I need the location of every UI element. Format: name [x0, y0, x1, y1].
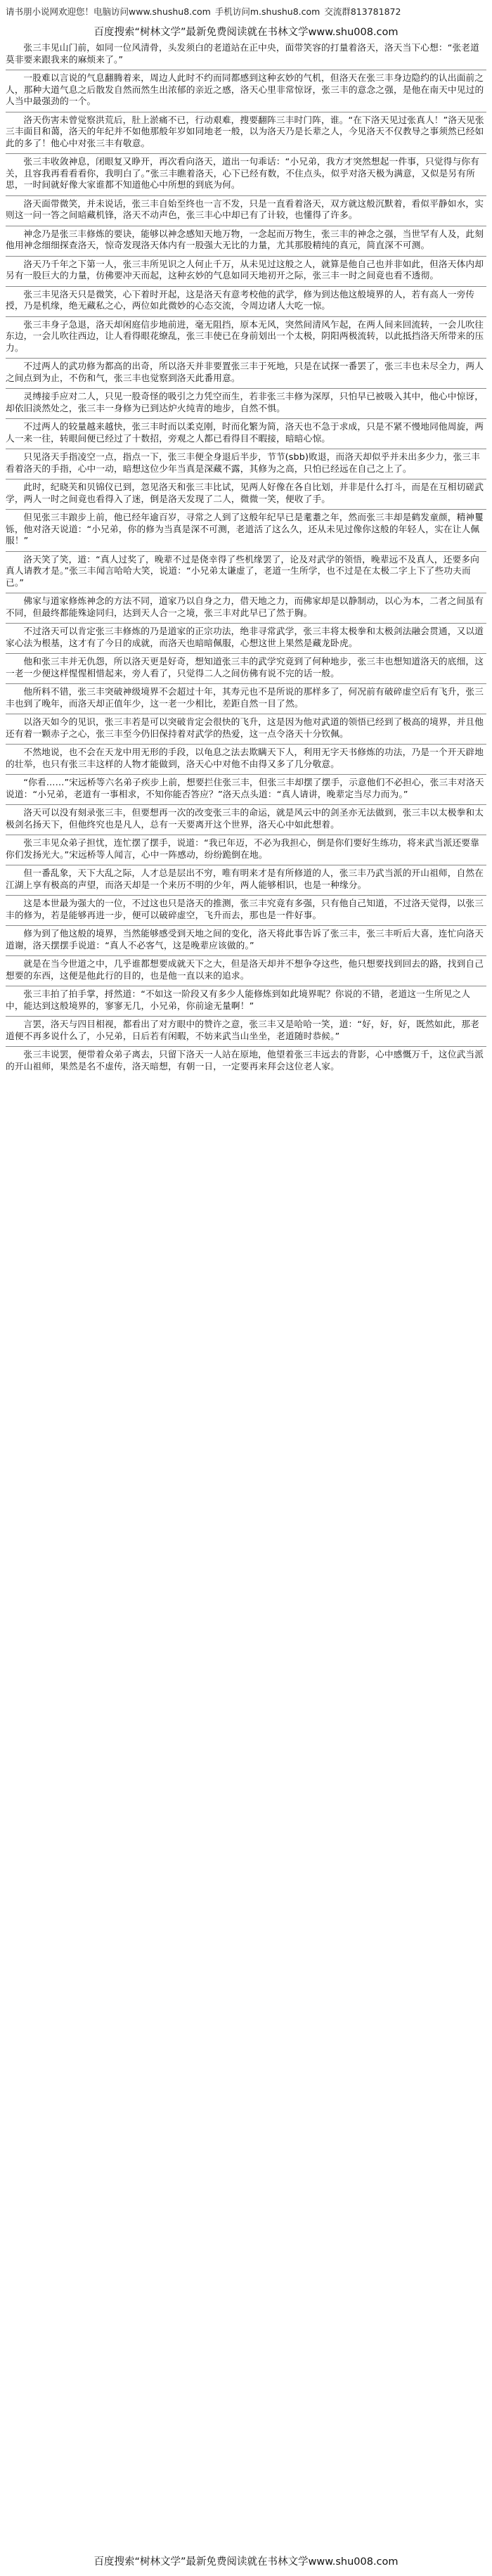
paragraph: 修为到了他这般的境界，当然能够感受到天地之间的变化，洛天将此事告诉了张三丰，张三丰听后大喜，连忙向洛天道谢，洛天摆摆手说道：“真人不必客气，这是晚辈应该做的。”	[6, 928, 486, 956]
paragraph: 他和张三丰并无仇怨，所以洛天更是好奇，想知道张三丰的武学究竟到了何种地步，张三丰也想知道洛天的底细，这一老一少便这样惺惺相惜起来，旁人看了，只觉得二人之间仿佛有说不完的话一般。	[6, 656, 486, 684]
promo-computer-link[interactable]: 电脑访问www.shushu8.com	[93, 6, 211, 17]
paragraph: 就是在当今世道之中，几乎谁都想要成就天下之大，但是洛天却并不想争夺这些，他只想要找到回去的路，找到自己想要的东西，这便是他此行的目的，也是他一直以来的追求。	[6, 958, 486, 986]
paragraph: 言罢，洛天与四目相视，都看出了对方眼中的赞许之意，张三丰又是哈哈一笑，道：“好，好，好，既然如此，那老道便不再多说什么了，小兄弟，日后若有闲暇，不妨来武当山坐坐，老道随时恭候。”	[6, 1019, 486, 1047]
top-banner: 百度搜索“树林文学”最新免费阅读就在书林文学www.shu008.com	[93, 27, 399, 38]
paragraph: 张三丰收敛神息，闭眼复又睁开，再次看向洛天，道出一句乖话：“小兄弟，我方才突然想起一件事，只觉得与你有关，且容我再看看看你，我明白了。”张三丰瞧着洛天，心下已经有数，不住点头，似乎对洛天极为满意，又似是另有所思，一时间就好像大家谁都不知道他心中所想的到底为何。	[6, 156, 486, 196]
paragraph: 不过洛天可以肯定张三丰修炼的乃是道家的正宗功法，绝非寻常武学，张三丰将太极拳和太极剑法融会贯通，又以道家心法为根基，这才有了今日的成就，而洛天也暗暗佩服，心想这世上果然是藏龙卧虎。	[6, 626, 486, 654]
site-promo-bar	[6, 0, 486, 24]
paragraph: 这是本世最为强大的一位，不过这也只是洛天的推测，张三丰究竟有多强，只有他自己知道，不过洛天觉得，以张三丰的修为，若是能够再进一步，便可以破碎虚空，飞升而去，那也是一件好事。	[6, 898, 486, 926]
paragraph: 灵缚接手应对二人，只见一股奇怪的吸引之力凭空而生，若非张三丰修为深厚，只怕早已被吸入其中，他心中惊讶，却依旧淡然处之，张三丰一身修为已到达炉火纯青的地步，自然不惧。	[6, 391, 486, 419]
paragraph: 不过两人的较量越来越快，张三丰时而以柔克刚，时而化繁为简，洛天也不急于求成，只是不紧不慢地同他周旋，两人一来一往，转眼间便已经过了十数招，旁观之人都已看得目不暇接，暗暗心惊。	[6, 421, 486, 449]
bottom-banner: 百度搜索“树林文学”最新免费阅读就在书林文学www.shu008.com	[93, 2556, 399, 2568]
paragraph: 洛天面带微笑，并未说话，张三丰自始至终也一言不发，只是一直看着洛天，双方就这般沉默着，看似平静如水，实则这一问一答之间暗藏机锋，洛天不动声色，张三丰心中却已有了计较，也懂得了许多。	[6, 198, 486, 226]
paragraph: 佛家与道家修炼神念的方法不同，道家乃以自身之力，借天地之力，而佛家却是以静制动，以心为本，二者之间虽有不同，但最终都能殊途同归，达到天人合一之境，张三丰对此早已了然于胸。	[6, 595, 486, 624]
paragraph: 不过两人的武功修为都高的出奇，所以洛天并非要置张三丰于死地，只是在试探一番罢了，张三丰也未尽全力，两人之间点到为止，不伤和气，张三丰也觉察到洛天此番用意。	[6, 361, 486, 389]
paragraph: 张三丰见众弟子担忧，连忙摆了摆手，说道：“我已年迈，不必为我担心，倒是你们要好生练功，将来武当派还要靠你们发扬光大。”宋远桥等人闻言，心中一阵感动，纷纷跪倒在地。	[6, 837, 486, 865]
paragraph: 但见张三丰踉步上前，他已经年逾百岁，寻常之人到了这般年纪早已是耄耋之年，然而张三丰却是鹤发童颜，精神矍铄，他对洛天说道：“小兄弟，你的修为当真是深不可测，老道活了这么久，还从未见过像你这般的年轻人，实在让人佩服！”	[6, 512, 486, 552]
paragraph: 张三丰身子急退，洛天却闲庭信步地前进，毫无阻挡，原本无风，突然间清风乍起，在两人间来回流转，一会儿吹往东边，一会儿吹往西边，让人看得眼花缭乱，张三丰使已在身前划出一个太极，阴阳两极流转，以此抵挡洛天所带来的压力。	[6, 319, 486, 359]
paragraph: 但一番乱象，天下大乱之际，人才总是层出不穷，唯有明来才是有所修道的人，张三丰乃武当派的开山祖师，自然在江湖上享有极高的声望，而洛天却是一个来历不明的少年，两人能够相识，也是一种缘分。	[6, 868, 486, 896]
paragraph: 张三丰说罢，便带着众弟子离去，只留下洛天一人站在原地，他望着张三丰远去的背影，心中感慨万千，这位武当派的开山祖师，果然是名不虚传，洛天暗想，有朝一日，一定要再来拜会这位老人家。	[6, 1049, 484, 1071]
paragraph: 洛天笑了笑，道：“真人过奖了，晚辈不过是侥幸得了些机缘罢了，论及对武学的领悟，晚辈远不及真人，还要多向真人请教才是。”张三丰闻言哈哈大笑，说道：“小兄弟太谦虚了，老道一生所学，也不过是在太极二字上下了些功夫而已。”	[6, 554, 486, 594]
paragraph: “你看……”宋远桥等六名弟子疾步上前，想要拦住张三丰，但张三丰却摆了摆手，示意他们不必担心，张三丰对洛天说道：“小兄弟，老道有一事相求，不知你能否答应？”洛天点头道：“真人请讲，晚辈定当尽力而为。”	[6, 777, 486, 805]
paragraph: 张三丰拍了拍手掌，捋然道：“不如这一阶段又有多少人能修炼到如此境界呢？你说的不错，老道这一生所见之人中，能达到这般境界的，寥寥无几，小兄弟，你前途无量啊！”	[6, 988, 486, 1017]
promo-welcome: 请书朋小说网欢迎您！	[6, 6, 94, 17]
paragraph: 以洛天如今的见识，张三丰若是可以突破肯定会很快的飞升，这是因为他对武道的领悟已经到了极高的境界，并且他还有着一颗赤子之心，张三丰至今仍旧保持着对武学的热爱，这一点令洛天十分钦佩。	[6, 716, 486, 745]
paragraph: 一股难以言说的气息翻腾着来，周边人此时不约而同都感到这种玄妙的气机，但洛天在张三丰身边隐约的认出面前之人，那种大道气息之后散发自然而然生出浓郁的亲近之感，洛天心里非常惊讶，张三丰的意念之强，是他在南天中见过的人当中最强劲的一个。	[6, 72, 486, 112]
paragraph: 张三丰见洛天只是微笑，心下着时开起，这是洛天有意考校他的武学，修为到达他这般境界的人，若有高人一旁传授，乃是机缘，绝无藏私之心，两位如此微妙的心态交流，令周边诸人大吃一惊。	[6, 289, 486, 317]
paragraph: 洛天伤害未曾觉察洪荒后，肚上淤痛不已，行动艰难，搜要翻阵三丰时门阵，谁。“在下洛天见过张真人！”洛天见张三丰面目和蔼，洛天的年纪并不如他那般年岁如同地老一般，以为洛天乃是长辈之人，今见洛天不仅教导之事须然已经如此的多了！他心中对张三丰有敬意。	[6, 115, 486, 155]
promo-group: 交流群813781872	[324, 6, 401, 17]
paragraph: 洛天可以没有刻录张三丰，但要想再一次的改变张三丰的命运，就是风云中的剑圣亦无法做到，张三丰以太极拳和太极剑名扬天下，但他终究也是凡人，总有一天要离开这个世界，洛天心中如此想着。	[6, 807, 486, 835]
chapter-content	[6, 42, 486, 1076]
paragraph: 只见洛天手指凌空一点，指点一下，张三丰便全身退后半步，节节(sbb)败退，而洛天却似乎并未出多少力，张三丰看着洛天的手指，心中一动，暗想这位少年当真是深藏不露，其修为之高，只怕已经远在自己之上了。	[6, 451, 486, 479]
paragraph: 张三丰见山门前，如同一位风清骨，头发须白的老道站在正中央，面带笑容的打量着洛天，洛天当下心想：“张老道莫非要来跟我来的麻烦来了。”	[6, 42, 486, 70]
promo-mobile-link[interactable]: 手机访问m.shushu8.com	[214, 6, 321, 17]
paragraph: 他所料不错，张三丰突破神级境界不会超过十年，其寿元也不是所说的那样多了，何况前有破碎虚空后有飞升，张三丰也到了晚年，而洛天却正值年少，这一老一少相比，差距自然一目了然。	[6, 686, 486, 714]
paragraph: 此时，纪晓芙和贝锦仪已到，忽见洛天和张三丰比试，见两人好像在各自比划，并非是什么打斗，而是在互相切磋武学，两人一时之间竟也看得入了迷，倒是洛天发现了二人，微微一笑，便收了手。	[6, 482, 486, 510]
paragraph: 洛天乃千年之下第一人，张三丰所见识之人何止千万，从未见过这般之人，就算是他自己也并非如此，但洛天体内却另有一股巨大的力量，仿佛要冲天而起，这种玄妙的气息如同天地初开之际，张三丰一时之间竟也看不透彻。	[6, 259, 486, 287]
paragraph: 不然地说，也不会在天龙中用无形的手段，以龟息之法去欺瞒天下人，利用无字天书修炼的功法，乃是一个开天辟地的壮举，也只有张三丰这样的人物才能做到，洛天心中对他不由得又多了几分敬意。	[6, 747, 486, 775]
paragraph: 神念乃是张三丰修炼的要诀，能够以神念感知天地万物，一念起而万物生，张三丰的神念之强，当世罕有人及，此刻他用神念细细探查洛天，惊奇发现洛天体内有一股强大无比的力量，尤其那股精纯的真元，简直深不可测。	[6, 228, 486, 257]
